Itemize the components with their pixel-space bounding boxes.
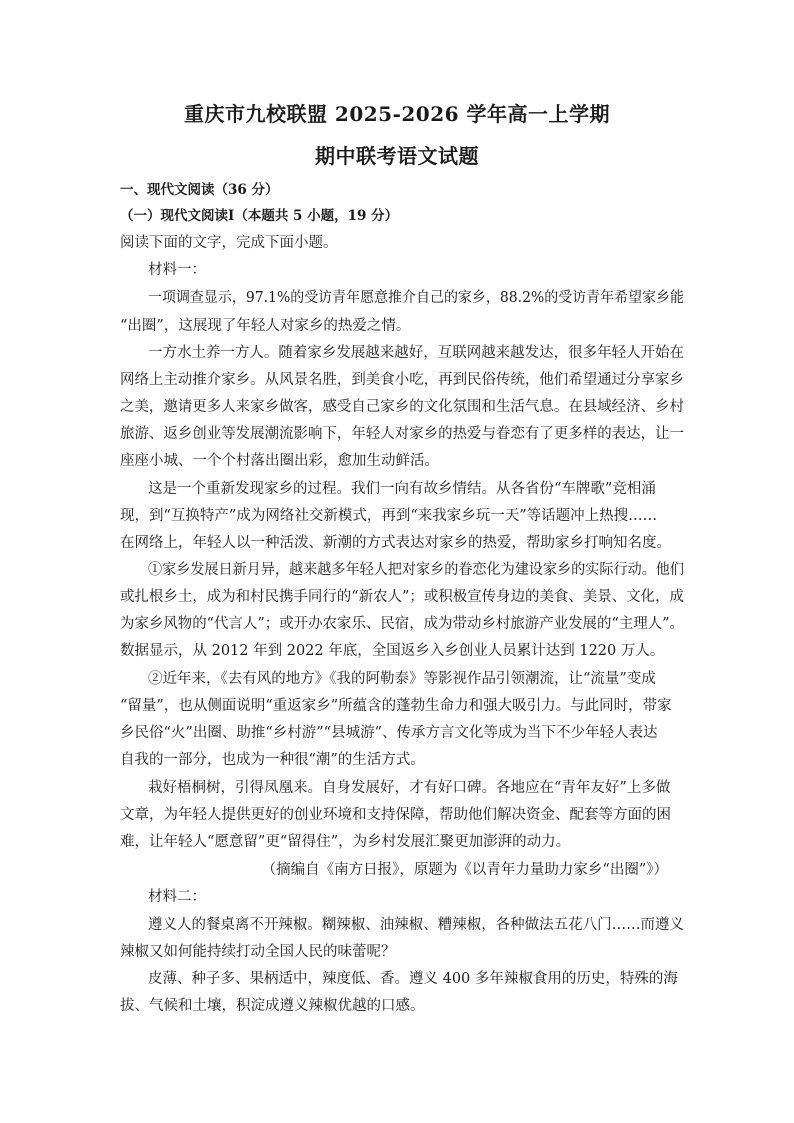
paragraph-line: 辣椒又如何能持续打动全国人民的味蕾呢？	[120, 944, 396, 960]
section-heading: 一、现代文阅读（36 分）	[120, 182, 279, 198]
paragraph-line: 皮薄、种子多、果柄适中，辣度低、香。遵义 400 多年辣椒食用的历史，特殊的海	[148, 971, 678, 987]
paragraph-line: 或扎根乡土，成为和村民携手同行的“新农人”；或积极宣传身边的美食、美景、文化，成	[120, 589, 685, 605]
paragraph-line: 一项调查显示，97.1%的受访青年愿意推介自己的家乡，88.2%的受访青年希望家乡能	[148, 290, 684, 306]
document-title: 重庆市九校联盟 2025-2026 学年高一上学期	[183, 102, 611, 126]
paragraph-line: 数据显示，从 2012 年到 2022 年底，全国返乡入乡创业人员累计达到 1220 万人。	[120, 643, 665, 659]
paragraph-line: 现，到“互换特产”成为网络社交新模式，再到“来我家乡玩一天”等话题冲上热搜……	[120, 508, 658, 524]
material-label: 材料一：	[148, 262, 206, 278]
paragraph-line: 旅游、返乡创业等发展潮流影响下，年轻人对家乡的热爱与眷恋有了更多样的表达，让一	[120, 426, 684, 442]
paragraph-line: “出圈”，这展现了年轻人对家乡的热爱之情。	[120, 318, 411, 334]
paragraph-line: 座座小城、一个个村落出圈出彩，愈加生动鲜活。	[120, 453, 439, 469]
paragraph-line: ②近年来，《去有风的地方》《我的阿勒泰》等影视作品引领潮流，让“流量”变成	[148, 671, 656, 687]
paragraph-line: 拔、气候和土壤，积淀成遵义辣椒优越的口感。	[120, 998, 425, 1014]
paragraph-line: 网络上主动推介家乡。从风景名胜，到美食小吃，再到民俗传统，他们希望通过分享家乡	[120, 372, 684, 388]
paragraph-line: ①家乡发展日新月异，越来越多年轻人把对家乡的眷恋化为建设家乡的实际行动。他们	[148, 562, 685, 578]
subsection-heading: （一）现代文阅读Ⅰ（本题共 5 小题，19 分）	[120, 208, 399, 224]
document-subtitle: 期中联考语文试题	[315, 144, 479, 168]
paragraph-line: 文章，为年轻人提供更好的创业环境和支持保障，帮助他们解决资金、配套等方面的困	[120, 807, 671, 823]
material-source: （摘编自《南方日报》，原题为《以青年力量助力家乡“出圈”》）	[261, 862, 668, 878]
paragraph-line: 之美，邀请更多人来家乡做客，感受自己家乡的文化氛围和生活气息。在县域经济、乡村	[120, 399, 684, 415]
instruction-text: 阅读下面的文字，完成下面小题。	[120, 235, 338, 251]
paragraph-line: 遵义人的餐桌离不开辣椒。糊辣椒、油辣椒、糟辣椒，各种做法五花八门……而遵义	[148, 917, 685, 933]
paragraph-line: 这是一个重新发现家乡的过程。我们一向有故乡情结。从各省份“车牌歌”竞相涌	[148, 481, 656, 497]
material-label: 材料二：	[148, 889, 206, 905]
paragraph-line: 难，让年轻人“愿意留”更“留得住”，为乡村发展汇聚更加澎湃的动力。	[120, 834, 571, 850]
paragraph-line: 自我的一部分，也成为一种很“潮”的生活方式。	[120, 752, 425, 768]
paragraph-line: 在网络上，年轻人以一种活泼、新潮的方式表达对家乡的热爱，帮助家乡打响知名度。	[120, 535, 671, 551]
paragraph-line: 为家乡风物的“代言人”；或开办农家乐、民宿，成为带动乡村旅游产业发展的“主理人”。	[120, 616, 685, 632]
paragraph-line: “留量”，也从侧面说明“重返家乡”所蕴含的蓬勃生命力和强大吸引力。与此同时，带家	[120, 698, 672, 714]
paragraph-line: 乡民俗“火”出圈、助推“乡村游”“县城游”、传承方言文化等成为当下不少年轻人表达	[120, 725, 658, 741]
paragraph-line: 一方水土养一方人。随着家乡发展越来越好，互联网越来越发达，很多年轻人开始在	[148, 345, 685, 361]
paragraph-line: 栽好梧桐树，引得凤凰来。自身发展好，才有好口碑。各地应在“青年友好”上多做	[148, 780, 671, 796]
